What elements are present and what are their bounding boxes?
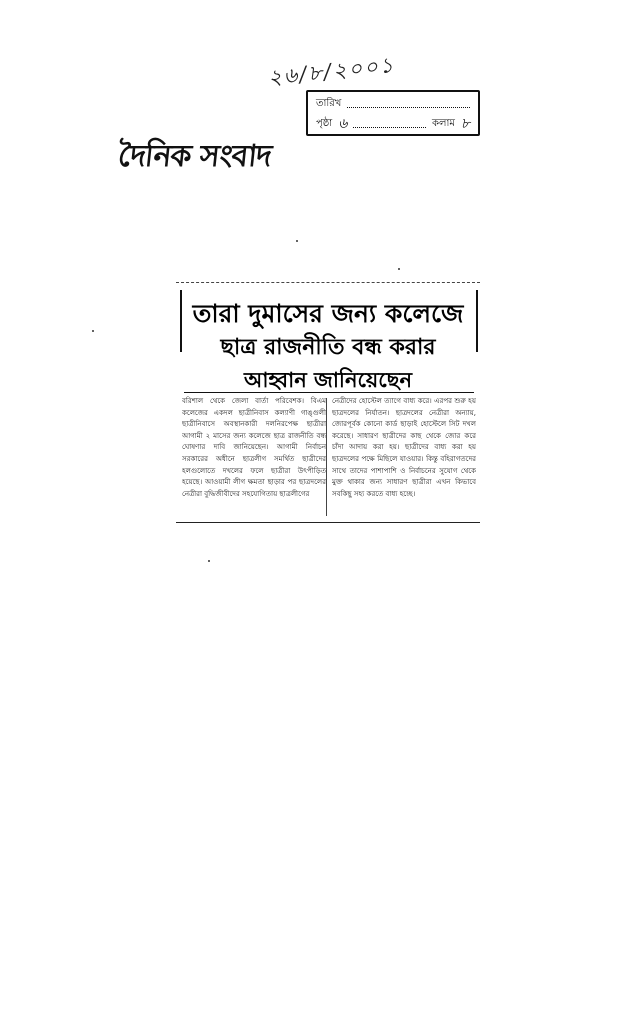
newspaper-masthead: দৈনিক সংবাদ [116, 139, 273, 174]
clipping-bottom-rule [176, 522, 480, 523]
scan-speck [208, 560, 210, 562]
column-divider [326, 398, 327, 516]
article-column-left: বরিশাল থেকে জেলা বার্তা পরিবেশক। বিএম কলেজের একদল ছাত্রীনিবাস কল্যাণী গাঙ্গুলী ছাত্রীনিবাসে অবস্থানকারী দলনিরপেক্ষ ছাত্রীরা আগামী ২ মাসের জন্য কলেজে ছাত্র রাজনীতি বন্ধ ঘোষণার দাবি জানিয়েছেন। আগামী নির্বাচন সরকারের অধীনে ছাত্রলীগ সমর্থিত ছাত্রীদের হলগুলোতে দখলের ফলে ছাত্রীরা উৎপীড়িত হয়েছে। আওয়ামী লীগ ক্ষমতা ছাড়ার পর ছাত্রদলের নেত্রীরা বুদ্ধিজীবীদের সহযোগিতায় ছাত্রলীগের [182, 397, 326, 498]
scan-speck [398, 268, 400, 270]
headline-line-3: আহ্বান জানিয়েছেন [244, 368, 412, 392]
headline-line-1: তারা দুমাসের জন্য কলেজে [192, 299, 464, 328]
stamp-date-row [316, 94, 470, 114]
handwritten-date: ২৬/৮/২০০১ [266, 52, 397, 90]
headline-line-2: ছাত্র রাজনীতি বন্ধ করার [220, 335, 436, 360]
clipping-top-rule [176, 282, 480, 283]
stamp-column-label: কলাম [432, 118, 455, 129]
stamp-date-blank [347, 94, 470, 108]
stamp-page-blank [353, 114, 426, 128]
article-column-right: নেত্রীদের হোস্টেল ত্যাগে বাধ্য করে। এরপর শুরু হয় ছাত্রদলের নির্যাতন। ছাত্রদলের নেত্রীরা অন্যায়, জোরপূর্বক কোনো কার্ড ছাড়াই হোস্টেলে সিট দখল করেছে। সাধারণ ছাত্রীদের কাছ থেকে জোর করে চাঁদা আদায় করা হয়। ছাত্রীদের বাধ্য করা হয় ছাত্রদলের পক্ষে মিছিলে যাওয়ার। কিন্তু বহিরাগতদের সাথে তাদের পাশাপাশি ও নির্বাচনের সুযোগ থেকে মুক্ত থাকার জন্য সাধারণ ছাত্রীরা এখন কিভাবে সবকিছু সহ্য করতে বাধ্য হচ্ছে। [332, 397, 476, 498]
stamp-page-value: ৬ [338, 116, 348, 132]
stamp-page-label: পৃষ্ঠা [316, 118, 333, 129]
stamp-page-row [316, 114, 470, 134]
scan-speck [296, 240, 298, 242]
archive-stamp [306, 90, 480, 136]
stamp-column-value: ৮ [460, 116, 470, 132]
headline-underline [184, 392, 474, 393]
scan-speck [92, 330, 94, 332]
stamp-date-label: তারিখ [316, 98, 342, 109]
news-clipping [176, 282, 480, 528]
